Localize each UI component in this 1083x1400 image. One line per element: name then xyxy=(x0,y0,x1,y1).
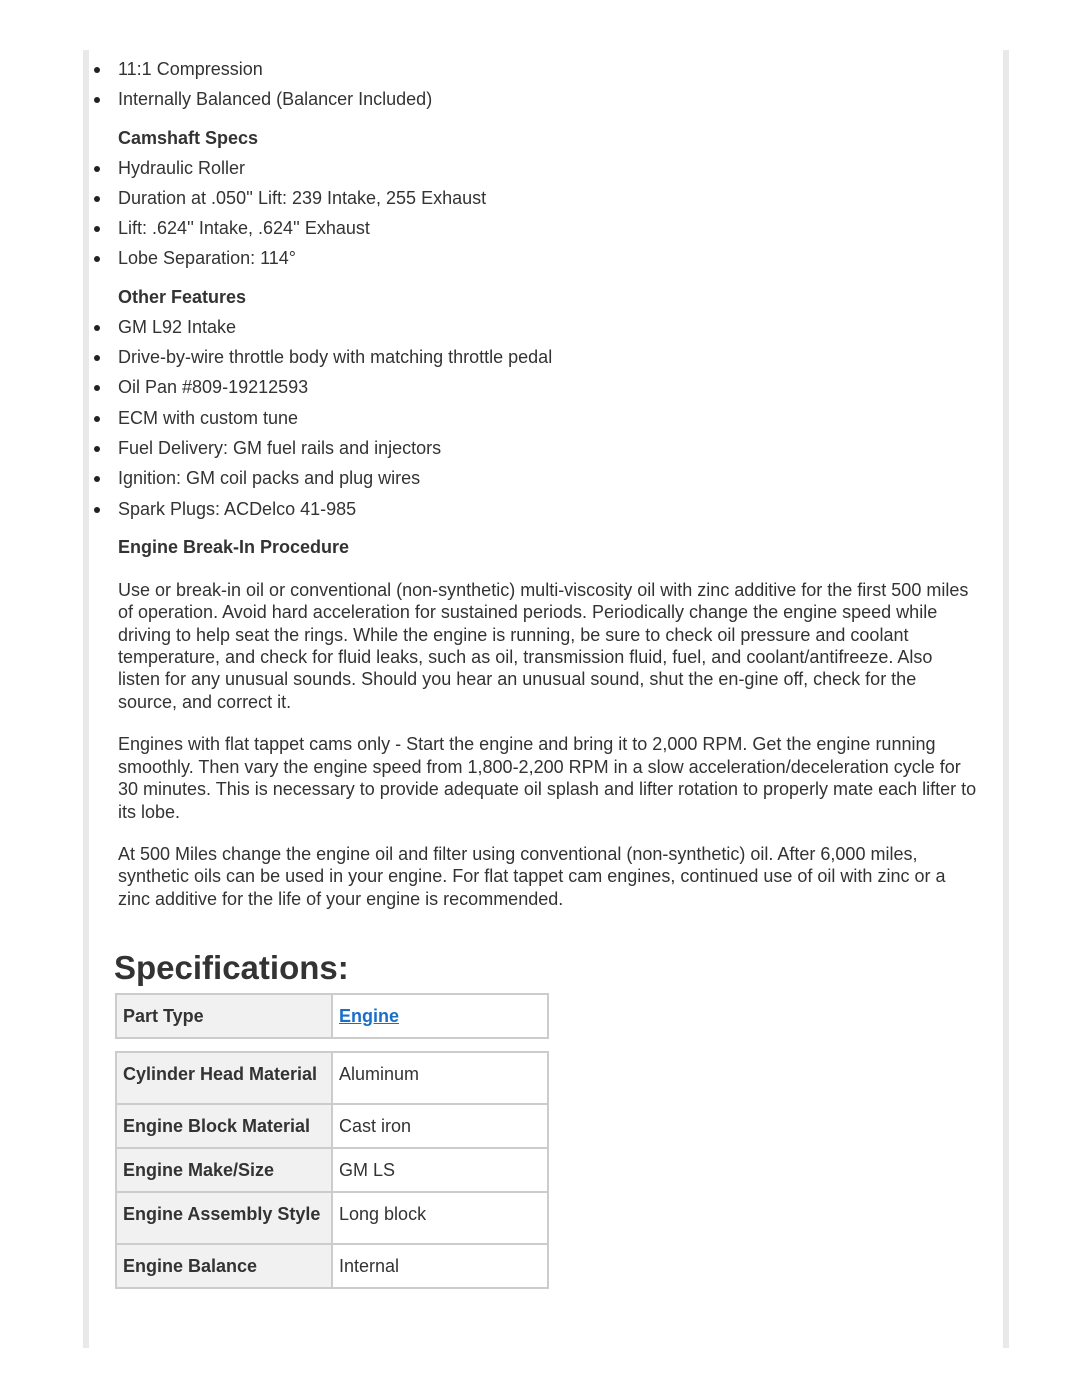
table-row xyxy=(116,1104,548,1148)
list-item: Oil Pan #809-19212593 xyxy=(89,372,989,402)
spec-label: Part Type xyxy=(116,994,332,1038)
camshaft-specs-heading: Camshaft Specs xyxy=(118,127,259,148)
break-in-paragraph-1: Use or break-in oil or conventional (non-synthetic) multi-viscosity oil with zinc additive for the first 500 miles of operation. Avoid hard acceleration for sustained periods. Periodically change the engine speed while driving to help seat the rings. While the engine is running, be sure to check oil pressure and coolant temperature, and check for fluid leaks, such as oil, transmission fluid, fuel, and coolant/antifreeze. Also listen for any unusual sounds. Should you hear an unusual sound, shut the en-gine off, check for the source, and correct it. xyxy=(118,579,969,712)
list-item: Duration at .050'' Lift: 239 Intake, 255 Exhaust xyxy=(89,183,989,213)
spec-value: Long block xyxy=(332,1192,548,1244)
spec-value: Aluminum xyxy=(332,1052,548,1104)
list-item: Drive-by-wire throttle body with matching throttle pedal xyxy=(89,342,989,372)
camshaft-specs-list xyxy=(89,153,989,274)
right-border-rail xyxy=(1003,50,1009,1348)
table-row xyxy=(116,1192,548,1244)
specifications-title: Specifications: xyxy=(114,949,349,987)
spec-label: Engine Block Material xyxy=(116,1104,332,1148)
spec-value: Cast iron xyxy=(332,1104,548,1148)
part-type-table xyxy=(115,993,549,1039)
spec-value: GM LS xyxy=(332,1148,548,1192)
list-item: Internally Balanced (Balancer Included) xyxy=(89,84,989,114)
spec-label: Engine Assembly Style xyxy=(116,1192,332,1244)
features-list xyxy=(89,54,989,115)
spec-label: Engine Make/Size xyxy=(116,1148,332,1192)
spec-label: Engine Balance xyxy=(116,1244,332,1288)
break-in-paragraph-2: Engines with flat tappet cams only - Start the engine and bring it to 2,000 RPM. Get the engine running smoothly. Then vary the engine speed from 1,800-2,200 RPM in a slow acceleration/deceleration cycle for 30 minutes. This is necessary to provide adequate oil splash and lifter rotation to properly mate each lifter to its lobe. xyxy=(118,734,977,822)
table-row xyxy=(116,1148,548,1192)
spec-value: Internal xyxy=(332,1244,548,1288)
list-item: Spark Plugs: ACDelco 41-985 xyxy=(89,494,989,524)
specifications-table xyxy=(115,1051,549,1289)
other-features-heading: Other Features xyxy=(118,286,247,307)
list-item: Hydraulic Roller xyxy=(89,153,989,183)
other-features-list xyxy=(89,312,989,524)
break-in-heading: Engine Break-In Procedure xyxy=(118,536,350,557)
list-item: Lift: .624'' Intake, .624'' Exhaust xyxy=(89,213,989,243)
break-in-paragraph-3: At 500 Miles change the engine oil and filter using conventional (non-synthetic) oil. After 6,000 miles, synthetic oils can be used in your engine. For flat tappet cam engines, continued use of oil with zinc or a zinc additive for the life of your engine is recommended. xyxy=(118,843,946,909)
spec-label: Cylinder Head Material xyxy=(116,1052,332,1104)
list-item: ECM with custom tune xyxy=(89,403,989,433)
table-row xyxy=(116,1244,548,1288)
table-row xyxy=(116,1052,548,1104)
table-row xyxy=(116,994,548,1038)
list-item: Lobe Separation: 114° xyxy=(89,243,989,273)
list-item: Ignition: GM coil packs and plug wires xyxy=(89,463,989,493)
list-item: Fuel Delivery: GM fuel rails and injectors xyxy=(89,433,989,463)
list-item: GM L92 Intake xyxy=(89,312,989,342)
engine-link[interactable]: Engine xyxy=(339,1006,400,1027)
list-item: 11:1 Compression xyxy=(89,54,989,84)
product-description xyxy=(89,54,989,1289)
spec-value xyxy=(332,994,548,1038)
